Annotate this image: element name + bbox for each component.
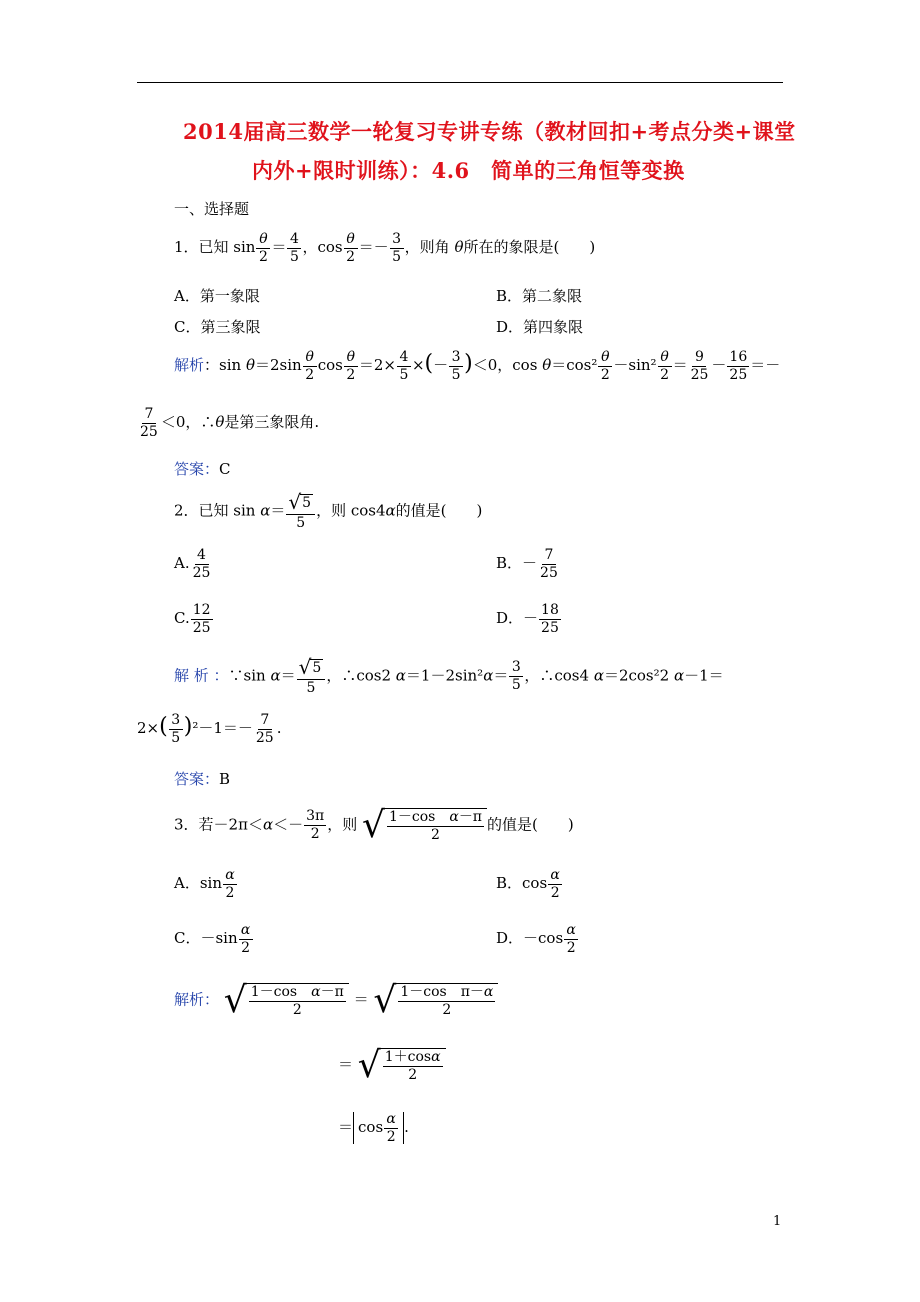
q2-answer: 答案：B: [174, 770, 231, 788]
top-rule: [137, 82, 783, 83]
q1-option-b: B．第二象限: [496, 287, 583, 305]
q2-option-c: C. $\frac{12}{25}$: [174, 602, 211, 636]
q2-option-d: D．－ $\frac{18}{25}$: [496, 602, 559, 636]
q2-option-b: B．－ $\frac{7}{25}$: [496, 547, 558, 581]
q2-solution-line-2: 2×( $\frac{3}{5}$ )²－1＝－ $\frac{7}{25}$ .: [137, 712, 282, 746]
q3-option-d: D．－cos $\frac{\alpha}{2}$: [496, 923, 579, 955]
q3-option-a: A．sin $\frac{\alpha}{2}$: [174, 868, 238, 900]
q1-solution: 解析：sin θ＝2sin $\frac{\theta}{2}$ cos $\frac{\theta}{2}$ ＝2× $\frac{4}{5}$ ×(－ $\frac{3}{5}$ )＜0，cos θ＝cos² $\frac{\theta}{2}$ －sin² $\frac{\theta}{2}$ ＝ $\frac{9}{25}$ － $\frac{16}{25}$ ＝－: [174, 349, 781, 383]
page-number: 1: [773, 1214, 782, 1229]
q3-solution-step-3: ＝ cos $\frac{\alpha}{2}$ .: [338, 1111, 409, 1145]
q3-option-c: C．－sin $\frac{\alpha}{2}$: [174, 923, 254, 955]
title-line-2: 内外+限时训练）：4.6 简单的三角恒等变换: [252, 158, 685, 183]
question-3: 3．若－2π＜α＜－ $\frac{3\pi}{2}$ ，则 √ $\frac{\text{1－cos α－π}}{2}$ 的值是( ): [174, 805, 574, 846]
q3-option-b: B．cos $\frac{\alpha}{2}$: [496, 868, 563, 900]
q2-option-a: A. $\frac{4}{25}$: [174, 547, 211, 581]
q1-option-d: D．第四象限: [496, 318, 584, 336]
question-1: 1．已知 sin $\frac{\theta}{2}$ ＝ $\frac{4}{5}$ ，cos $\frac{\theta}{2}$ ＝－ $\frac{3}{5}$ ，则角 θ所在的象限是( ): [174, 231, 596, 265]
title-line-1: 2014届高三数学一轮复习专讲专练（教材回扣+考点分类+课堂: [183, 119, 796, 144]
q2-solution: 解 析 ：∵sin α＝ √ 5 5 ，∴cos2 α＝1－2sin²α＝ $\frac{3}{5}$ ，∴cos4 α＝2cos²2 α－1＝: [174, 655, 724, 696]
q1-solution-line-2: $\frac{7}{25}$ ＜0，∴θ是第三象限角.: [140, 406, 320, 440]
question-2: 2．已知 sin α＝ √ 5 5 ，则 cos4α的值是( ): [174, 490, 483, 531]
q1-option-a: A．第一象限: [174, 287, 260, 305]
q1-option-c: C．第三象限: [174, 318, 261, 336]
q1-answer: 答案：C: [174, 460, 231, 478]
q3-solution-step-1: 解析： √ $\frac{\text{1－cos α－π}}{2}$ ＝ √ $\frac{\text{1－cos π－α}}{2}$: [174, 980, 498, 1021]
q3-solution-step-2: ＝ √ $\frac{1+\cos\alpha}{2}$: [338, 1045, 446, 1086]
section-heading: 一、选择题: [174, 200, 250, 218]
